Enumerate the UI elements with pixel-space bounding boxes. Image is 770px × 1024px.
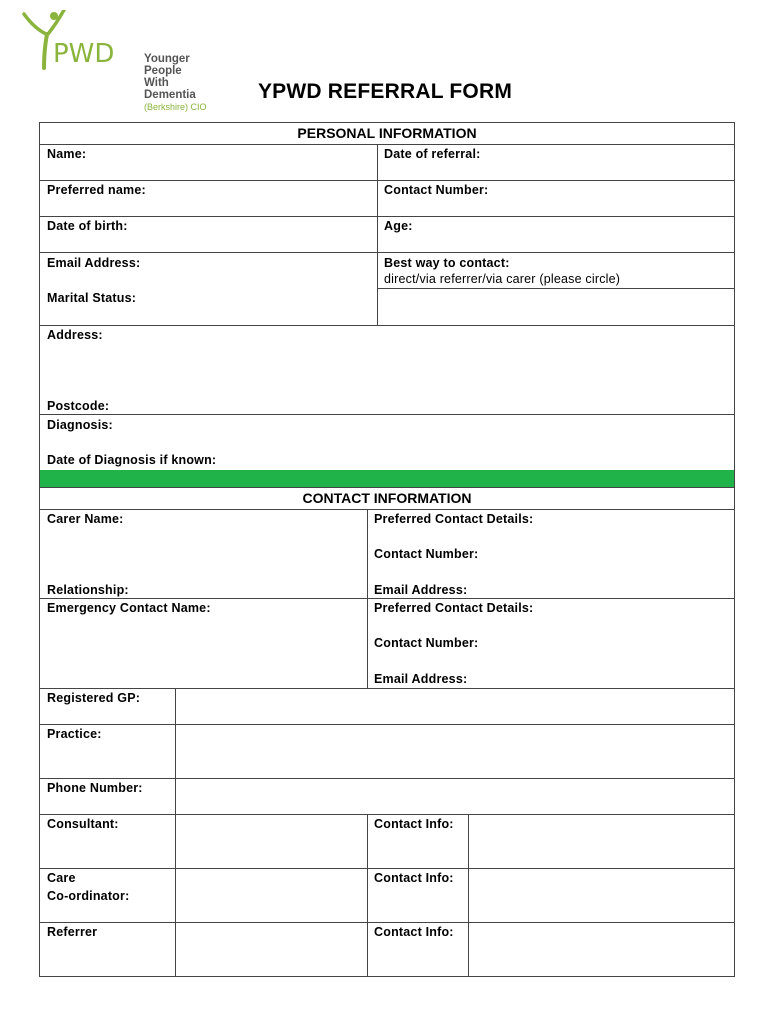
logo-line-2: With Dementia <box>144 77 196 101</box>
referrer-label: Referrer <box>47 925 98 939</box>
carer-email-label: Email Address: <box>374 583 468 597</box>
ypwd-logo <box>22 10 222 112</box>
marital-status-label: Marital Status: <box>47 291 137 305</box>
emergency-contact-number-label: Contact Number: <box>374 636 479 650</box>
referrer-contact-info-label: Contact Info: <box>374 925 454 939</box>
care-coordinator-contact-info-label: Contact Info: <box>374 871 454 885</box>
postcode-label: Postcode: <box>47 399 110 413</box>
contact-number-label: Contact Number: <box>384 183 489 197</box>
logo-line-1: Younger People <box>144 53 190 77</box>
care-coordinator-label-line1: Care <box>47 871 76 885</box>
contact-info-heading: CONTACT INFORMATION <box>302 490 472 506</box>
emergency-preferred-contact-label: Preferred Contact Details: <box>374 601 534 615</box>
name-label: Name: <box>47 147 87 161</box>
diagnosis-label: Diagnosis: <box>47 418 113 432</box>
carer-name-label: Carer Name: <box>47 512 124 526</box>
best-way-options[interactable]: direct/via referrer/via carer (please circle) <box>384 272 621 286</box>
logo-line-3: (Berkshire) CIO <box>144 102 207 112</box>
date-of-birth-label: Date of birth: <box>47 219 128 233</box>
date-of-referral-label: Date of referral: <box>384 147 481 161</box>
emergency-contact-name-label: Emergency Contact Name: <box>47 601 211 615</box>
carer-preferred-contact-label: Preferred Contact Details: <box>374 512 534 526</box>
personal-info-heading: PERSONAL INFORMATION <box>297 125 477 141</box>
emergency-email-label: Email Address: <box>374 672 468 686</box>
preferred-name-label: Preferred name: <box>47 183 146 197</box>
date-of-diagnosis-label: Date of Diagnosis if known: <box>47 453 217 467</box>
best-way-to-contact-label: Best way to contact: <box>384 256 510 270</box>
email-address-label: Email Address: <box>47 256 141 270</box>
relationship-label: Relationship: <box>47 583 129 597</box>
age-label: Age: <box>384 219 413 233</box>
section-divider <box>40 470 734 487</box>
svg-text:PWD: PWD <box>53 39 115 69</box>
care-coordinator-label-line2: Co-ordinator: <box>47 889 130 903</box>
consultant-contact-info-label: Contact Info: <box>374 817 454 831</box>
ypwd-logo-mark <box>22 10 132 76</box>
registered-gp-label: Registered GP: <box>47 691 141 705</box>
address-label: Address: <box>47 328 103 342</box>
practice-label: Practice: <box>47 727 102 741</box>
page-title: YPWD REFERRAL FORM <box>257 80 513 103</box>
phone-number-label: Phone Number: <box>47 781 143 795</box>
consultant-label: Consultant: <box>47 817 119 831</box>
personal-info-table <box>39 122 735 488</box>
carer-contact-number-label: Contact Number: <box>374 547 479 561</box>
